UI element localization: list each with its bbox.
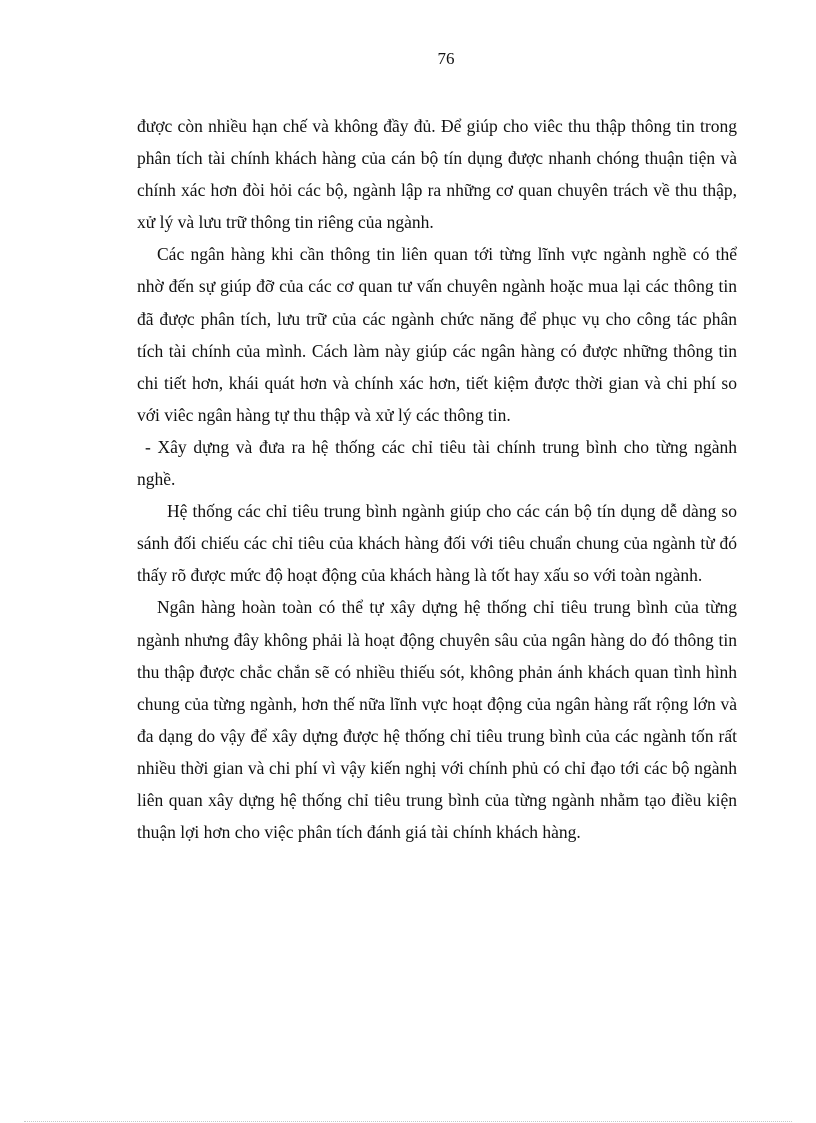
paragraph-bank-information: Các ngân hàng khi cần thông tin liên quan tới từng lĩnh vực ngành nghề có thể nhờ đến sự giúp đỡ của các cơ quan tư vấn chuyên ngành hoặc mua lại các thông tin đã được phân tích, lưu trữ của các ngành chức năng để phục vụ cho công tác phân tích tài chính của mình. Cách làm này giúp các ngân hàng có được những thông tin chi tiết hơn, khái quát hơn và chính xác hơn, tiết kiệm được thời gian và chi phí so với viêc ngân hàng tự thu thập và xử lý các thông tin.	[137, 244, 737, 425]
paragraph-industry-average-system: Hệ thống các chỉ tiêu trung bình ngành giúp cho các cán bộ tín dụng dễ dàng so sánh đối chiếu các chỉ tiêu của khách hàng đối với tiêu chuẩn chung của ngành từ đó thấy rõ được mức độ hoạt động của khách hàng là tốt hay xấu so với toàn ngành.	[137, 501, 737, 586]
document-body	[137, 110, 737, 848]
bullet-item-financial-indicators: - Xây dựng và đưa ra hệ thống các chỉ tiêu tài chính trung bình cho từng ngành nghề.	[137, 436, 737, 490]
page-bottom-divider	[24, 1121, 792, 1122]
paragraph-recommendation: Ngân hàng hoàn toàn có thể tự xây dựng hệ thống chỉ tiêu trung bình của từng ngành nhưng đây không phải là hoạt động chuyên sâu của ngân hàng do đó thông tin thu thập được chắc chắn sẽ có nhiều thiếu sót, không phản ánh khách quan tình hình chung của từng ngành, hơn thế nữa lĩnh vực hoạt động của ngân hàng rất rộng lớn và đa dạng do vậy để xây dựng được hệ thống chỉ tiêu trung bình của các ngành tốn rất nhiều thời gian và chi phí vì vậy kiến nghị với chính phủ có chỉ đạo tới các bộ ngành liên quan xây dựng hệ thống chỉ tiêu trung bình của từng ngành nhằm tạo điều kiện thuận lợi hơn cho việc phân tích đánh giá tài chính khách hàng.	[137, 597, 737, 843]
page-number: 76	[437, 49, 455, 68]
paragraph-continuation: được còn nhiều hạn chế và không đầy đủ. Để giúp cho viêc thu thập thông tin trong phân tích tài chính khách hàng của cán bộ tín dụng được nhanh chóng thuận tiện và chính xác hơn đòi hỏi các bộ, ngành lập ra những cơ quan chuyên trách về thu thập, xử lý và lưu trữ thông tin riêng của ngành.	[137, 116, 737, 233]
